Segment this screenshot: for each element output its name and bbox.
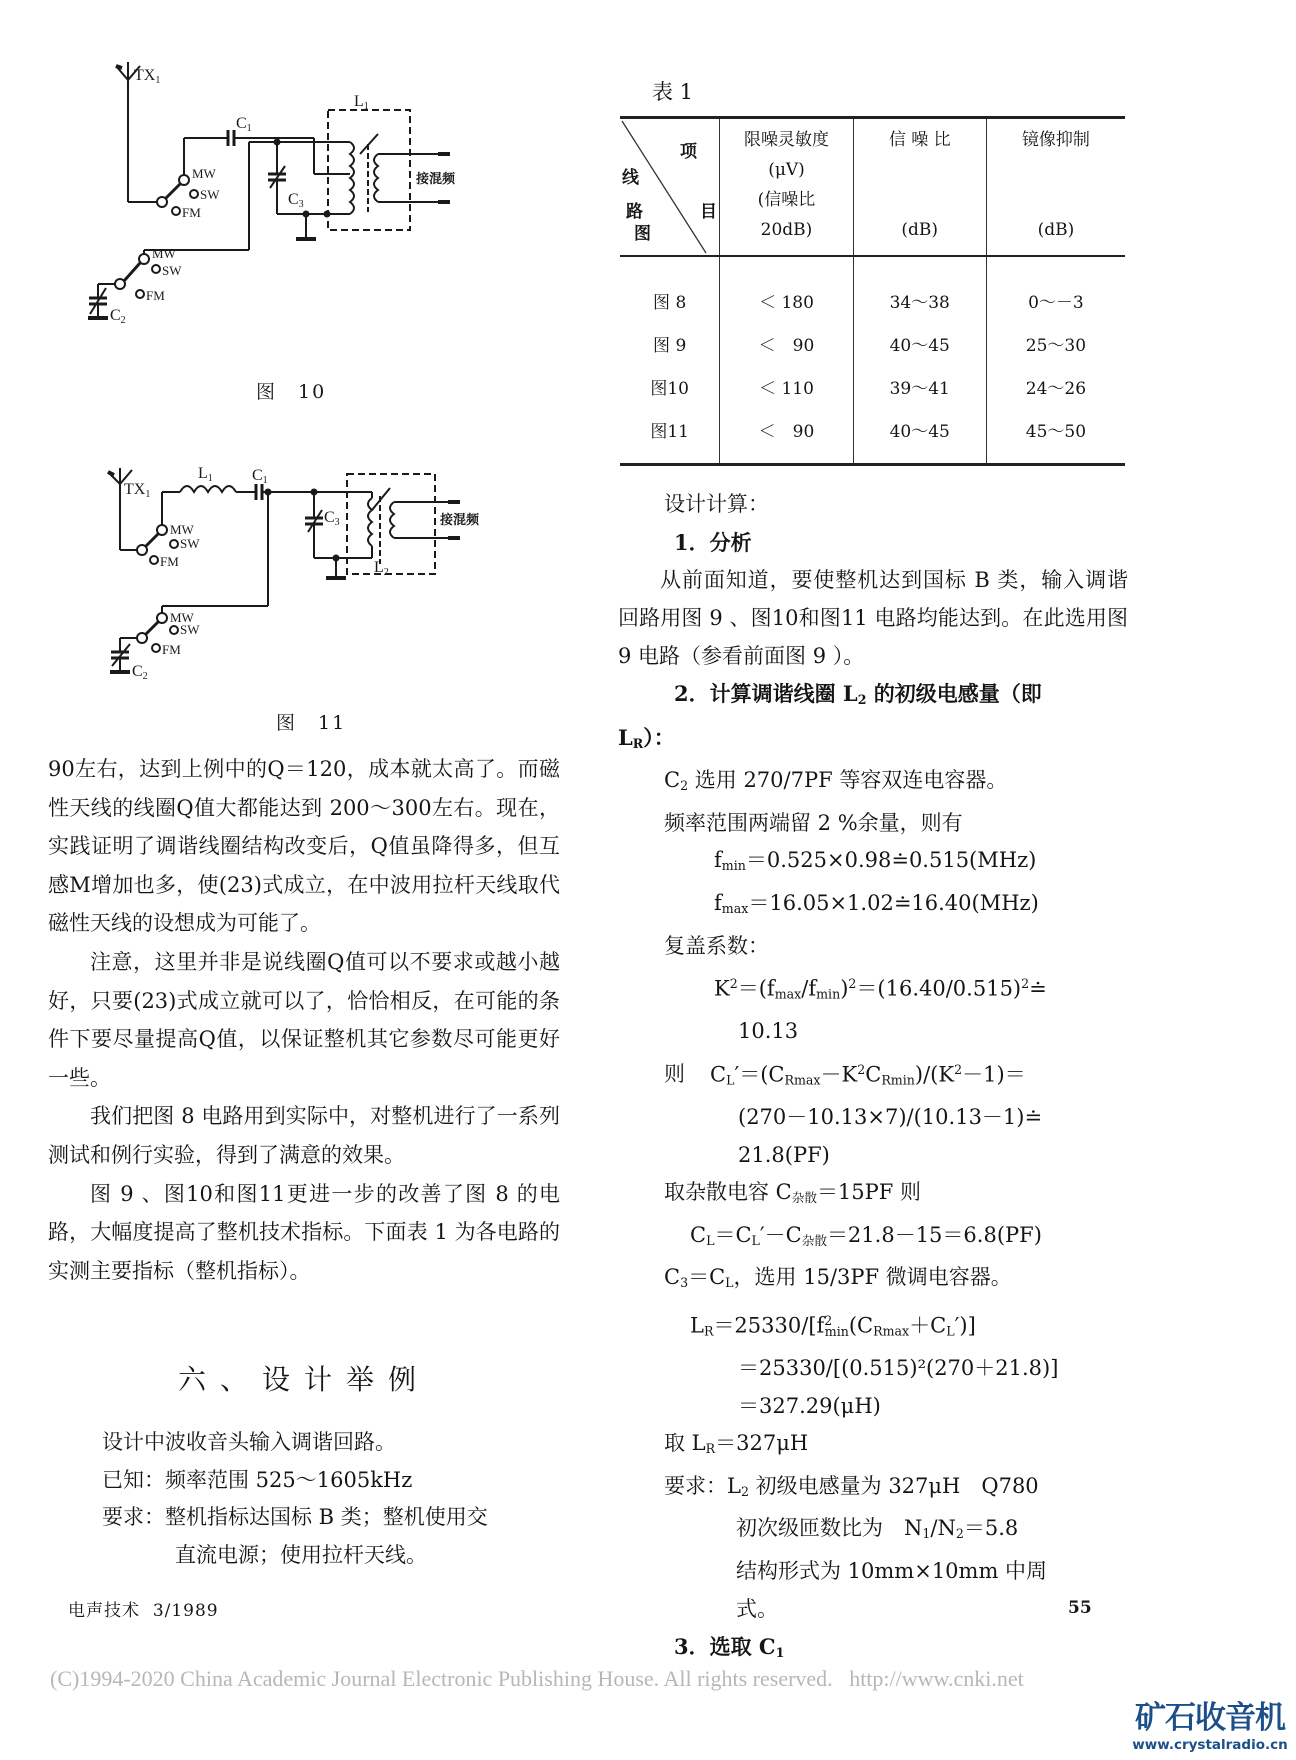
cell-image-rejection: 24～26	[986, 365, 1125, 408]
c3-sub: 3	[680, 1275, 689, 1291]
c3-b: ＝C	[688, 1265, 726, 1290]
cell-sensitivity: ＜ 110	[720, 365, 853, 408]
req1-b: 初级电感量为 327μH Q780	[748, 1473, 1039, 1498]
k2-sup2: 2	[848, 976, 857, 992]
stray-capacitance	[618, 1174, 1128, 1217]
stray-b: ＝15PF 则	[816, 1180, 922, 1205]
s2-title-a: 2．计算调谐线圈 L	[674, 681, 858, 706]
watermark-url[interactable]: www.crystalradio.cn	[1132, 1737, 1288, 1753]
journal-name: 电声技术	[68, 1601, 140, 1621]
cell-circuit: 图 8	[653, 293, 687, 313]
known-line	[102, 1462, 562, 1500]
lr-equation-line-3: ＝327.29(μH)	[738, 1393, 881, 1418]
cell-image-rejection: 45～50	[986, 408, 1125, 463]
fig11-label-c1: C1	[252, 467, 268, 486]
corner-row-c: 图	[634, 224, 651, 244]
corner-item-top: 项	[680, 142, 697, 162]
s2-title-c: L	[618, 724, 633, 750]
s3-title-a: 3．选取 C	[674, 1634, 776, 1660]
cl2-sub3: 杂散	[801, 1232, 827, 1248]
c3-c: ，选用 15/3PF 微调电容器。	[733, 1265, 1012, 1290]
lr-sub3: Rmax	[873, 1323, 910, 1339]
fig11-label-l2: L2	[374, 559, 389, 578]
lr-sub: R	[703, 1323, 714, 1339]
fmax-a: f	[714, 891, 722, 916]
fig11-label-l1: L1	[198, 465, 213, 484]
k2-sub2: min	[816, 986, 841, 1002]
lr-sup: 2	[824, 1313, 833, 1328]
cell-snr: 34～38	[853, 256, 986, 322]
cl-a: C	[710, 1062, 727, 1087]
calc-heading: 设计计算：	[664, 492, 769, 516]
lr-equation	[618, 1302, 1128, 1350]
fmax-b: ＝16.05×1.02≐16.40(MHz)	[748, 891, 1039, 916]
c2-selection	[618, 762, 1128, 805]
figure-11-caption: 图 11	[276, 712, 347, 734]
cell-sensitivity: ＜ 90	[720, 322, 853, 365]
lr-equation-line-2: ＝25330/[(0.515)²(270＋21.8)]	[738, 1356, 1059, 1381]
table-row	[620, 365, 1125, 408]
copyright-notice	[50, 1666, 1024, 1692]
figure-11-circuit-diagram	[110, 465, 510, 688]
coil-requirement-2	[618, 1510, 1128, 1553]
fig10-label-c2: C2	[110, 307, 126, 326]
cell-image-rejection: 25～30	[986, 322, 1125, 365]
c3-sub2: L	[725, 1275, 734, 1291]
section-1-title: 1．分析	[674, 529, 752, 555]
header-sensitivity-line-2: (μV)	[768, 160, 805, 180]
cl2-a: C	[690, 1222, 707, 1247]
s2-title-b: 的初级电感量（即	[866, 681, 1042, 706]
table-1-grid	[620, 119, 1125, 463]
lr-a: L	[690, 1313, 704, 1338]
design-task: 设计中波收音头输入调谐回路。	[102, 1430, 396, 1454]
lr-sub2: min	[824, 1323, 849, 1339]
cell-sensitivity: ＜ 180	[720, 256, 853, 322]
fig10-switch1-mw: MW	[192, 166, 216, 181]
fig11-switch1-sw: SW	[180, 536, 200, 551]
paragraph-improvement: 图 9 、图10和图11更进一步的改善了图 8 的电路，大幅度提高了整机技术指标。下面表 1 为各电路的实测主要指标（整机指标）。	[48, 1181, 560, 1283]
k2-sup3: 2	[1021, 976, 1030, 992]
s2-title-c-sub: R	[632, 735, 644, 751]
cl-final-equation	[618, 1217, 1128, 1260]
section-1-body: 从前面知道，要使整机达到国标 B 类，输入调谐回路用图 9 、图10和图11 电路均能达到。在此选用图 9 电路（参看前面图 9 ）。	[618, 568, 1128, 668]
cl-sup2: 2	[954, 1061, 963, 1077]
fig11-switch1-fm: FM	[160, 554, 179, 569]
req2-c: ＝5.8	[963, 1516, 1019, 1541]
table-body	[620, 256, 1125, 463]
c2-b: 选用 270/7PF 等容双连电容器。	[688, 768, 1008, 793]
header-snr-line-1: 信 噪 比	[888, 130, 951, 150]
cl-b: ′＝(C	[734, 1062, 785, 1087]
then-label: 则	[664, 1062, 685, 1087]
table-row	[620, 322, 1125, 365]
cell-snr: 40～45	[853, 408, 986, 463]
cl-sup: 2	[857, 1061, 866, 1077]
requirement-line-2	[102, 1537, 562, 1575]
fig10-switch2-fm: FM	[146, 288, 165, 303]
header-snr	[853, 119, 986, 256]
cl-c: －K	[820, 1062, 858, 1087]
corner-row-b: 路	[626, 202, 643, 222]
lr-chosen	[618, 1425, 1128, 1468]
figure-10-circuit-diagram	[110, 62, 510, 372]
cl-f: －1)＝	[962, 1062, 1026, 1087]
fig11-switch1-mw: MW	[170, 522, 194, 537]
cl2-b: ＝C	[714, 1222, 752, 1247]
lr-d: ＋C	[909, 1313, 947, 1338]
fig11-switch2-fm: FM	[162, 642, 181, 657]
right-column	[618, 486, 1128, 1672]
table-corner-cell	[620, 119, 720, 256]
fmin-a: f	[714, 848, 722, 873]
fig11-label-c3: C3	[324, 509, 340, 528]
coil-requirement-1	[618, 1468, 1128, 1511]
take-sub: R	[705, 1441, 716, 1457]
journal-footer	[68, 1596, 219, 1621]
cl-equation	[618, 1051, 1128, 1099]
take-b: ＝327μH	[715, 1431, 809, 1456]
table-row	[620, 256, 1125, 322]
k2-f: ≐	[1029, 976, 1047, 1001]
fig10-label-to-mixer: 接混频	[416, 171, 456, 186]
fmax-sub: max	[721, 901, 749, 917]
k2-result: 10.13	[738, 1019, 799, 1044]
paragraph-q-value: 90左右，达到上例中的Q＝120，成本就太高了。而磁性天线的线圈Q值大都能达到 200～300左右。现在，实践证明了调谐线圈结构改变后，Q值虽降得多，但互感M增加也多，使(23)式成立，在中波用拉杆天线取代磁性天线的设想成为可能了。	[48, 757, 560, 936]
stray-a: 取杂散电容 C	[664, 1180, 792, 1205]
req2-b: /N	[930, 1516, 956, 1541]
header-sensitivity-line-1: 限噪灵敏度	[744, 130, 829, 150]
k2-equation	[618, 965, 1128, 1013]
coil-requirement-3: 结构形式为 10mm×10mm 中周	[736, 1559, 1048, 1584]
capacitor-c1-icon	[228, 130, 234, 146]
header-snr-unit: (dB)	[901, 220, 939, 240]
cell-circuit: 图11	[650, 422, 689, 442]
k2-sup: 2	[729, 976, 738, 992]
figure-10-caption: 图 10	[256, 381, 327, 403]
cl-e: )/(K	[914, 1062, 955, 1087]
lr-sub4: L	[946, 1323, 955, 1339]
req2-sub1: 1	[922, 1526, 931, 1542]
take-a: 取 L	[664, 1431, 706, 1456]
k2-d: )	[840, 976, 849, 1001]
cl-equation-line-2: (270－10.13×7)/(10.13－1)≐	[738, 1105, 1043, 1130]
page-number: 55	[1068, 1598, 1092, 1618]
fig10-label-c1: C1	[236, 115, 252, 134]
k2-b: ＝(f	[737, 976, 775, 1001]
copyright-url[interactable]: http://www.cnki.net	[849, 1666, 1024, 1691]
header-sensitivity-line-4: 20dB)	[760, 220, 813, 240]
fig11-switch2-sw: SW	[180, 622, 200, 637]
lr-e: ′)]	[954, 1313, 976, 1338]
fmin-b: ＝0.525×0.98≐0.515(MHz)	[745, 848, 1037, 873]
paragraph-note: 注意，这里并非是说线圈Q值可以不要求或越小越好，只要(23)式成立就可以了，恰恰相反，在可能的条件下要尽量提高Q值，以保证整机其它参数尽可能更好一些。	[48, 949, 560, 1090]
k2-c: /f	[801, 976, 817, 1001]
fig10-switch1-sw: SW	[200, 187, 220, 202]
cl-d: C	[865, 1062, 882, 1087]
req2-a: 初次级匝数比为 N	[736, 1516, 923, 1541]
fig10-switch2-sw: SW	[162, 263, 182, 278]
coil-requirement-4: 式。	[736, 1596, 778, 1621]
k2-sub1: max	[774, 986, 802, 1002]
inductor-l1-icon	[180, 486, 236, 492]
s3-title-sub: 1	[775, 1645, 785, 1661]
known-label: 已知：	[102, 1467, 165, 1492]
cell-circuit: 图 9	[653, 336, 687, 356]
s2-title-sub: 2	[857, 692, 867, 708]
coverage-heading: 复盖系数：	[664, 933, 769, 958]
cl-sub: L	[726, 1072, 735, 1088]
paragraph-test: 我们把图 8 电路用到实际中，对整机进行了一系列测试和例行实验，得到了满意的效果。	[48, 1104, 560, 1167]
watermark-title: 矿石收音机	[1135, 1700, 1285, 1736]
cl-sub3: Rmin	[881, 1072, 915, 1088]
cl2-sub: L	[706, 1232, 715, 1248]
requirement-text-1: 整机指标达国标 B 类；整机使用交	[165, 1505, 488, 1529]
coil-req-label: 要求：	[664, 1473, 727, 1498]
section-2-title-cont	[618, 719, 1128, 763]
margin-line: 频率范围两端留 2 %余量，则有	[664, 810, 963, 835]
cell-image-rejection: 0～－3	[986, 256, 1125, 322]
requirement-label: 要求：	[102, 1505, 165, 1529]
figure-10-svg	[110, 62, 510, 372]
cell-sensitivity: ＜ 90	[720, 408, 853, 463]
table-row	[620, 408, 1125, 463]
known-value: 频率范围 525～1605kHz	[165, 1467, 413, 1492]
header-image-rejection-unit: (dB)	[1037, 220, 1075, 240]
design-example-block	[102, 1424, 562, 1574]
figure-11-svg	[110, 465, 510, 688]
header-image-rejection	[986, 119, 1125, 256]
k2-a: K	[714, 976, 730, 1001]
s2-title-d: ）：	[643, 724, 675, 750]
requirement-text-2: 直流电源；使用拉杆天线。	[175, 1542, 427, 1567]
lr-b: ＝25330/[f	[713, 1313, 825, 1338]
fig10-label-l1: L1	[354, 93, 369, 112]
fig10-switch1-fm: FM	[182, 205, 201, 220]
cl2-sub2: L	[751, 1232, 760, 1248]
fig11-label-tx: TX1	[124, 481, 151, 500]
stray-sub: 杂散	[791, 1190, 817, 1206]
req1-sub: 2	[740, 1483, 749, 1499]
copyright-text: (C)1994-2020 China Academic Journal Electronic Publishing House. All rights reserved.	[50, 1666, 833, 1691]
req2-sub2: 2	[955, 1526, 964, 1542]
cell-snr: 40～45	[853, 322, 986, 365]
capacitor-c1-icon	[256, 484, 262, 500]
cl2-d: ＝21.8－15＝6.8(PF)	[826, 1222, 1042, 1247]
fig10-label-tx: TX1	[134, 67, 161, 86]
cl-equation-line-3: 21.8(PF)	[738, 1142, 830, 1167]
cell-snr: 39～41	[853, 365, 986, 408]
header-sensitivity-line-3: (信噪比	[757, 190, 816, 210]
fig11-label-c2: C2	[132, 663, 148, 682]
left-column	[48, 750, 560, 1290]
watermark-logo	[1124, 1692, 1296, 1753]
c2-a: C	[664, 768, 681, 793]
c3-a: C	[664, 1265, 681, 1290]
fig11-label-to-mixer: 接混频	[440, 512, 480, 527]
section-2-title	[618, 675, 1128, 719]
table-1-title: 表 1	[652, 80, 694, 104]
table-1	[620, 116, 1125, 466]
fig11-switch2-mw: MW	[170, 610, 194, 625]
requirement-line-1	[102, 1499, 562, 1537]
fmin-sub: min	[721, 858, 746, 874]
c2-sub: 2	[680, 778, 689, 794]
section-title: 六、设计举例	[177, 1363, 430, 1396]
header-image-rejection-line-1: 镜像抑制	[1021, 130, 1090, 150]
cell-circuit: 图10	[650, 379, 689, 399]
cl2-c: ′－C	[759, 1222, 802, 1247]
lr-c: (C	[848, 1313, 874, 1338]
corner-row-a: 线	[622, 168, 639, 188]
k2-e: ＝(16.40/0.515)	[856, 976, 1022, 1001]
journal-issue: 3/1989	[152, 1601, 219, 1621]
corner-item-bottom: 目	[700, 202, 717, 222]
cl-sub2: Rmax	[784, 1072, 821, 1088]
req1-a: L	[727, 1473, 741, 1498]
c3-selection	[618, 1259, 1128, 1302]
fig10-switch2-mw: MW	[152, 246, 176, 261]
fmax-equation	[618, 885, 1128, 928]
fig10-label-c3: C3	[288, 191, 304, 210]
table-header-row	[620, 119, 1125, 256]
fmin-equation	[618, 842, 1128, 885]
header-sensitivity	[720, 119, 853, 256]
